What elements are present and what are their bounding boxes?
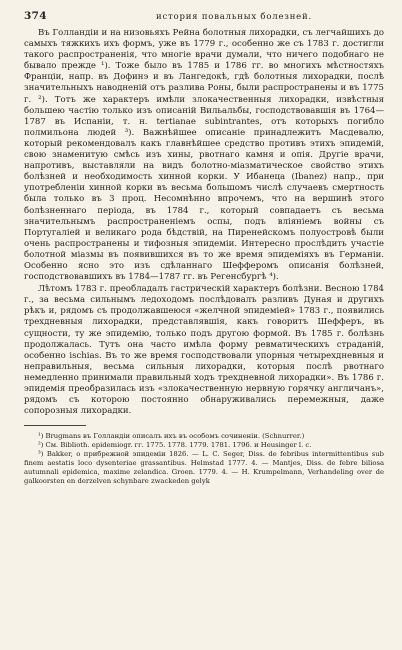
main-text [24, 28, 384, 417]
footnote-divider [24, 425, 86, 426]
running-title: история повальных болезней. [156, 12, 312, 22]
footnotes [24, 432, 384, 485]
paragraph: Въ Голландіи и на низовьяхъ Рейна болотныя лихорадки, съ легчайшихъ до самыхъ тяжкихъ ихъ формъ, уже въ 1779 г., особенно же съ 1783 г. достигли такого распространенія, что многіе врачи думали, что ничего подобнаго не бывало прежде ¹). Тоже было въ 1785 и 1786 гг. во многихъ мѣстностяхъ Франціи, напр. въ Дофинэ и въ Лангедокѣ, гдѣ болотныя лихорадки, послѣ значительныхъ наводненій отъ разлива Роны, были распространены и въ 1775 г. ²). Тотъ же характеръ имѣли злокачественныя лихорадки, извѣстныя большею частію только изъ описаній Вильальбы, господствовавшія въ 1764—1787 въ Испаніи, т. н. tertianae subintrantes, отъ которыхъ погибло полмильона людей ³). Важнѣйшее описаніе принадлежитъ Масдевалю, который рекомендовалъ какъ главнѣйшее средство противъ этихъ эпидемій, свою знаменитую смѣсь изъ хины, рвотнаго камня и опія. Другіе врачи, напротивъ, выставляли на видъ болотно-міазматическое свойство этихъ болѣзней и необходимость хинной корки. У Ибанеца (Ibanez) напр., при употребленіи хинной корки въ весьма большомъ числѣ случаевъ смертность была только въ 3 проц. Несомнѣнно впрочемъ, что на вершинѣ этого болѣзненнаго періода, въ 1784 г., который совпадаетъ съ весьма значительнымъ распространеніемъ оспы, подъ вліяніемъ войны съ Португаліей и великаго рода бѣдствій, на Пиренейскомъ полуостровѣ были очень распространены и тифозныя эпидеміи. Интересно прослѣдить участіе болотной міазмы въ появившихся въ то же время эпидеміяхъ въ Германіи. Особенно ясно это изъ сдѣланнаго Шефферомъ описанія болѣзней, господствовавшихъ въ 1784—1787 гг. въ Регенсбургѣ ⁴). [24, 28, 384, 283]
footnote: ¹) Brugmans въ Голландіи описалъ ихъ въ особомъ сочиненіи. (Schnurrer.) [38, 432, 305, 441]
page-number: 374 [24, 10, 47, 22]
footnote: ²) См. Biblioth. epidemiogr. гг. 1775. 1778. 1779. 1781. 1796. и Heusinger l. c. [38, 441, 312, 450]
footnote: ³) Bakker, о прибрежной эпидеміи 1826. — L. C. Seger, Diss. de febribus intermittentibus sub finem aestatis loco dysenteriae grassantibus. Helmstad 1777. 4. — Mantjes, Diss. de febre biliosa autumnali epidemica, maxime zelandica. Groen. 1779. 4. — H. Krumpelmann, Verhandeling over de galkoorsten en derzelven schynbare zwackeden gelyk [24, 450, 384, 485]
paragraph: Лѣтомъ 1783 г. преобладалъ гастрическій характеръ болѣзни. Весною 1784 г., за весьма сильнымъ ледоходомъ послѣдовалъ разливъ Дуная и другихъ рѣкъ и, рядомъ съ продолжавшеюся «желчной эпидеміей» 1783 г., появились трехдневныя лихорадки, представлявшія, какъ говоритъ Шефферъ, въ сущности, ту же эпидемію, только подъ другою формой. Въ 1785 г. болѣзнь продолжалась. Тутъ она часто имѣла форму ревматическихъ страданій, особенно ischias. Въ то же время господствовали упорныя четырехдневныя и неправильныя, весьма сильныя лихорадки, которыя послѣ рвотнаго немедленно принимали правильный ходъ трехдневной лихорадки». Въ 1786 г. эпидемія преобразилась изъ «злокачественную нервную горячку англичанъ», рядомъ съ которою постоянно обнаруживались перемежныя, даже сопорозныя лихорадки. [24, 284, 384, 417]
page-header [24, 10, 384, 22]
